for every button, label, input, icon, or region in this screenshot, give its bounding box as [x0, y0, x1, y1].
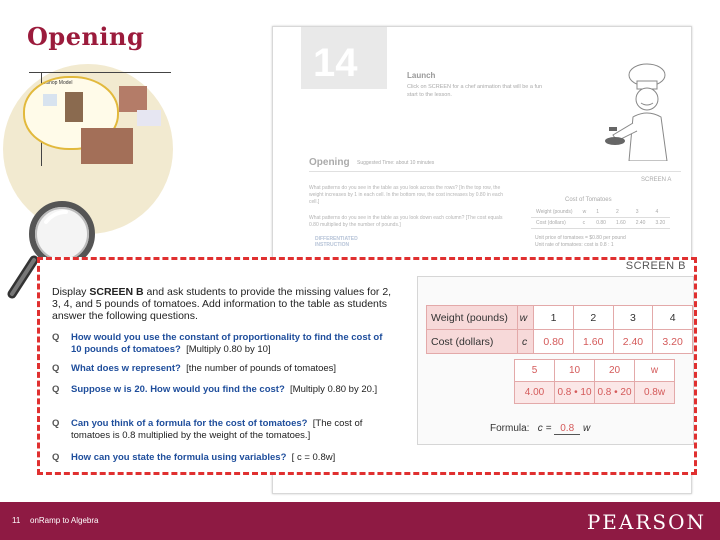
table-cell: 2.40 — [631, 218, 651, 229]
row-label: Cost (dollars) — [427, 330, 518, 354]
students-photo-1 — [119, 86, 147, 112]
table-cell: 0.80 — [534, 330, 574, 354]
footer-bar — [0, 502, 720, 540]
table-cell: 4 — [653, 306, 693, 330]
formula-label: Formula: — [490, 423, 530, 434]
question-text: How would you use the constant of proportionality to find the cost of 10 pounds of tomatoes? — [71, 332, 383, 355]
cost-table — [426, 305, 693, 354]
chef-illustration — [603, 61, 689, 161]
question-text: How can you state the formula using variables? — [71, 452, 287, 463]
question-item — [52, 452, 392, 464]
table-cell: Weight (pounds) — [531, 207, 578, 218]
highlight-box — [37, 257, 697, 475]
mini-cost-table — [531, 207, 670, 229]
row-label: Weight (pounds) — [427, 306, 518, 330]
faint-question-2: What patterns do you see in the table as you look down each column? [The cost equals 0.80 multiplied by the number of pounds.] — [309, 215, 503, 228]
table-cell: 2.40 — [613, 330, 653, 354]
formula — [490, 423, 590, 435]
table-cell: w — [635, 360, 675, 382]
intro-paragraph — [52, 286, 392, 322]
question-text: Suppose w is 20. How would you find the cost? — [71, 384, 285, 395]
table-cell: 3 — [613, 306, 653, 330]
teacher-photo — [65, 92, 83, 122]
question-item — [52, 332, 392, 355]
question-text: What does w represent? — [71, 363, 181, 374]
table-cell: 10 — [555, 360, 595, 382]
table-cell: Cost (dollars) — [531, 218, 578, 229]
q-mark: Q — [52, 332, 60, 343]
thumbnail-caption: Workshop Model — [35, 80, 73, 86]
question-item — [52, 418, 392, 441]
q-mark: Q — [52, 452, 60, 463]
table-cell: 2 — [611, 207, 631, 218]
workshop-model-thumbnail — [11, 70, 161, 166]
answer-text: [Multiply 0.80 by 20.] — [290, 384, 378, 395]
students-photo-2 — [137, 110, 161, 126]
question-item — [52, 384, 392, 396]
pearson-logo: PEARSON — [586, 510, 706, 534]
table-row — [515, 382, 675, 404]
q-mark: Q — [52, 418, 60, 429]
table-cell: w — [578, 207, 592, 218]
screen-b-section — [40, 260, 694, 472]
formula-blank: 0.8 — [554, 423, 580, 435]
table-cell: 1.60 — [611, 218, 631, 229]
intro-text: Display — [52, 286, 90, 298]
screen-b-label: SCREEN B — [625, 260, 686, 272]
thumbnail-top-rule — [29, 72, 171, 73]
table-cell: 4.00 — [515, 382, 555, 404]
answer-text: [ c = 0.8w] — [291, 452, 336, 463]
q-mark: Q — [52, 363, 60, 374]
table-cell: 20 — [595, 360, 635, 382]
question-text: Can you think of a formula for the cost of tomatoes? — [71, 418, 308, 429]
answer-text: [The cost of tomatoes is 0.8 multiplied by the weight of the tomatoes.] — [71, 418, 363, 441]
formula-variable: w — [582, 423, 591, 434]
students-photo-3 — [81, 128, 133, 164]
intro-text: and ask students to provide the missing values for 2, 3, 4, and 5 pounds of tomatoes. Add information to the table as students answer the following questions. — [52, 286, 392, 322]
unit-rate: Unit rate of tomatoes: cost is 0.8 : 1 — [535, 242, 614, 248]
table-cell: 1 — [591, 207, 611, 218]
answer-text: [the number of pounds of tomatoes] — [186, 363, 337, 374]
launch-text: Click on SCREEN for a chef animation that will be a fun start to the lesson. — [407, 84, 543, 98]
course-name: onRamp to Algebra — [30, 516, 99, 525]
table-cell: c — [578, 218, 592, 229]
row-variable: c — [518, 330, 534, 354]
table-row — [515, 360, 675, 382]
table-row — [427, 306, 693, 330]
divider — [309, 171, 681, 172]
answer-text: [Multiply 0.80 by 10] — [186, 343, 271, 355]
table-row — [531, 207, 670, 218]
formula-lhs: c = — [537, 423, 552, 434]
screen-b-panel — [417, 276, 694, 445]
page-number: 11 — [12, 516, 21, 525]
faint-question-1: What patterns do you see in the table as you look across the rows? [In the top row, the weight increases by 1 in each cell. In the bottom row, the cost increases by 0.80 in each cell.] — [309, 185, 503, 205]
table-row — [427, 330, 693, 354]
table-cell: 3 — [631, 207, 651, 218]
unit-price: Unit price of tomatoes = $0.80 per pound — [535, 235, 626, 241]
differentiated-instruction-label: DIFFERENTIATED INSTRUCTION — [315, 236, 358, 248]
table-row — [531, 218, 670, 229]
table-cell: 2 — [573, 306, 613, 330]
extended-cost-table — [514, 359, 675, 404]
cost-table-title: Cost of Tomatoes — [565, 197, 612, 203]
suggested-time: Suggested Time: about 10 minutes — [357, 160, 435, 166]
q-mark: Q — [52, 384, 60, 395]
question-item — [52, 363, 392, 375]
table-cell: 1 — [534, 306, 574, 330]
opening-heading: Opening — [309, 157, 350, 168]
table-cell: 1.60 — [573, 330, 613, 354]
slide-title: Opening — [27, 22, 145, 51]
table-cell: 4 — [650, 207, 670, 218]
table-cell: 0.80 — [591, 218, 611, 229]
table-cell: 0.8 • 10 — [555, 382, 595, 404]
table-cell: 3.20 — [650, 218, 670, 229]
table-cell: 3.20 — [653, 330, 693, 354]
launch-heading: Launch — [407, 71, 436, 80]
table-cell: 0.8 • 20 — [595, 382, 635, 404]
lesson-number: 14 — [313, 41, 358, 85]
table-cell: 0.8w — [635, 382, 675, 404]
table-cell: 5 — [515, 360, 555, 382]
intro-bold: SCREEN B — [89, 286, 144, 298]
row-variable: w — [518, 306, 534, 330]
screen-a-label: SCREEN A — [641, 177, 672, 183]
board-photo — [43, 94, 57, 106]
